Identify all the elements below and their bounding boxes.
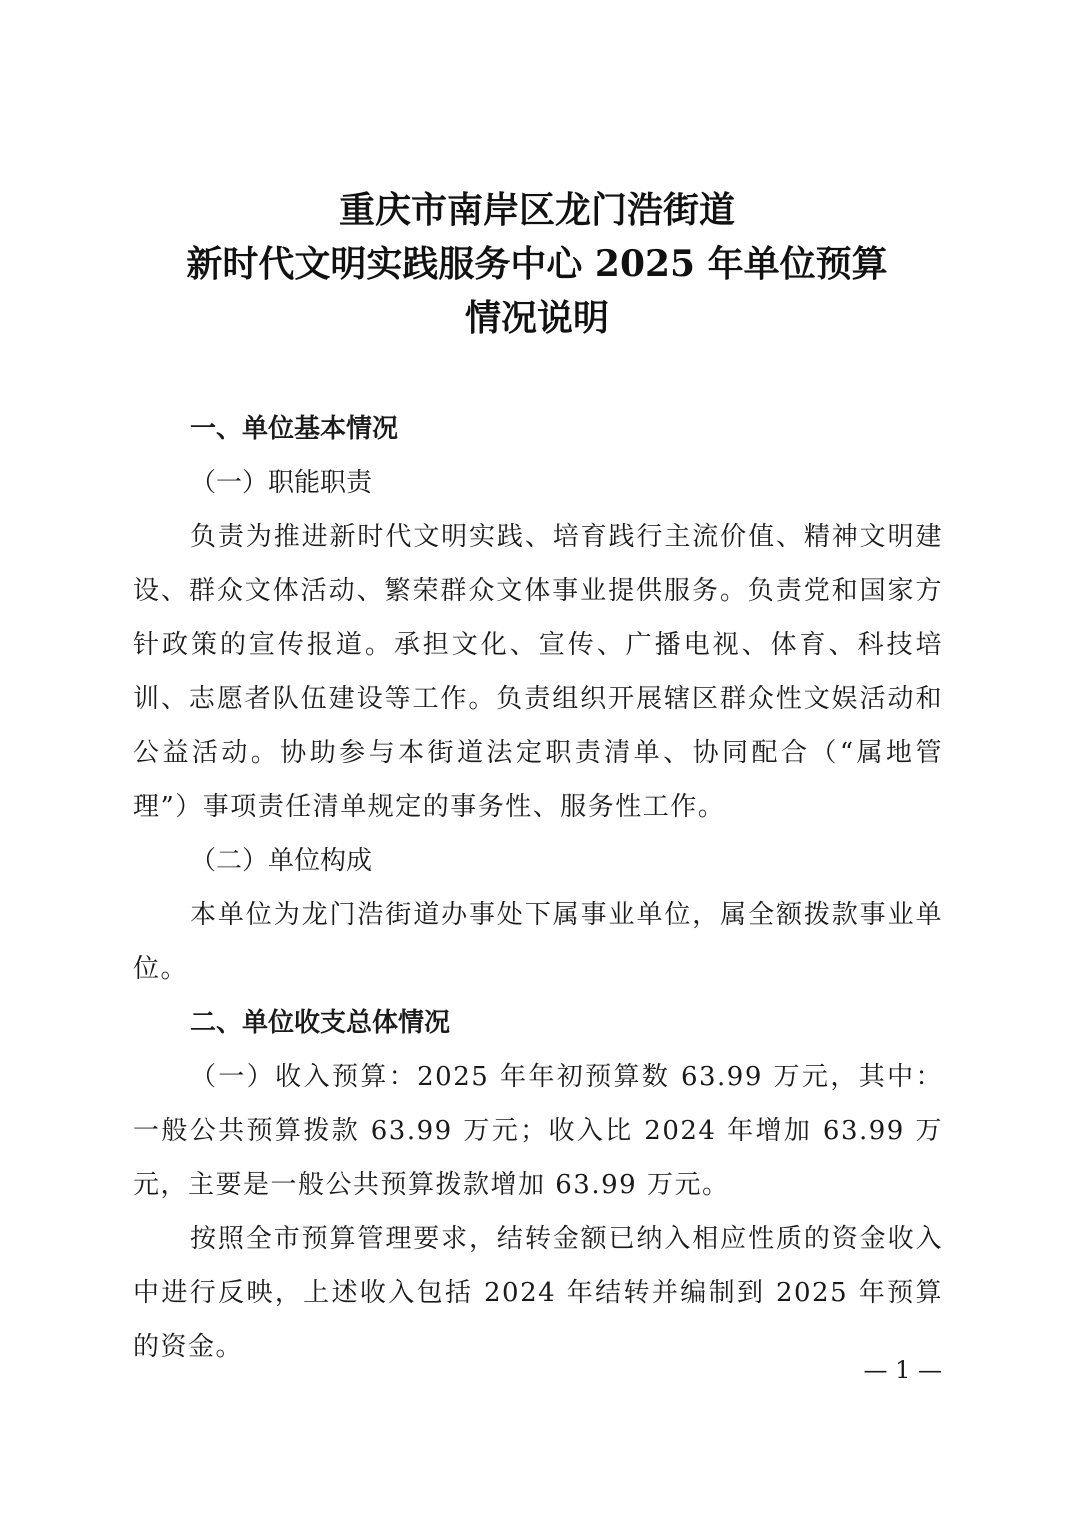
- paragraph-carryover: 按照全市预算管理要求，结转金额已纳入相应性质的资金收入中进行反映，上述收入包括 2024 年结转并编制到 2025 年预算的资金。: [133, 1224, 943, 1362]
- document-body: [133, 402, 943, 1374]
- paragraph-composition: 本单位为龙门浩街道办事处下属事业单位，属全额拨款事业单位。: [133, 900, 943, 984]
- title-line-3: 情况说明: [464, 297, 609, 339]
- document-title: [0, 183, 1074, 345]
- title-line-2: 新时代文明实践服务中心 2025 年单位预算: [186, 243, 888, 285]
- paragraph-functions: 负责为推进新时代文明实践、培育践行主流价值、精神文明建设、群众文体活动、繁荣群众文体事业提供服务。负责党和国家方针政策的宣传报道。承担文化、宣传、广播电视、体育、科技培训、志愿者队伍建设等工作。负责组织开展辖区群众性文娱活动和公益活动。协助参与本街道法定职责清单、协同配合（“属地管理”）事项责任清单规定的事务性、服务性工作。: [133, 522, 943, 822]
- subheading-functions: （一）职能职责: [190, 468, 373, 498]
- page-number: — 1 —: [863, 1356, 942, 1384]
- paragraph-income-budget: （一）收入预算：2025 年年初预算数 63.99 万元，其中：一般公共预算拨款 63.99 万元；收入比 2024 年增加 63.99 万元，主要是一般公共预算拨款增加 63.99 万元。: [133, 1062, 943, 1200]
- section-heading-income-expenditure: 二、单位收支总体情况: [190, 1008, 451, 1038]
- subheading-composition: （二）单位构成: [190, 846, 373, 876]
- title-line-1: 重庆市南岸区龙门浩街道: [338, 189, 735, 231]
- section-heading-basic-info: 一、单位基本情况: [190, 414, 399, 444]
